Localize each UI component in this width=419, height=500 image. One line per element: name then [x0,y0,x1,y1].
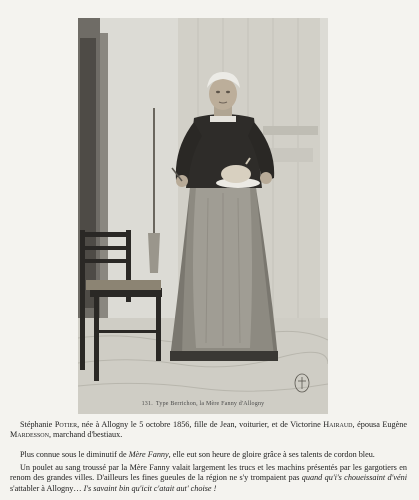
text-run: , elle eut son heure de gloire grâce à ses talents de cordon bleu. [168,450,375,459]
surname-hairaud: Hairaud [323,420,353,429]
surname-mardesson: Mardesson [10,430,49,440]
nickname-mere-fanny: Mère Fanny [128,450,169,459]
text-run: Un poulet au sang troussé par la Mère Fanny valait largement les trucs et les machins présentés par les gargotiers en renom des grandes villes. D'ailleurs les fines gueules de la région ne s'y trompaient pas [10,463,407,483]
text-run: Stéphanie [20,420,55,429]
text-run: , née à Allogny le 5 octobre 1856, fille de Jean, voiturier, et de Victorine [77,420,324,429]
paragraph-biography [10,420,407,441]
surname-potier: Potier [54,420,78,429]
text-run: , épousa Eugène [352,420,407,429]
text-run: Plus connue sous le diminutif de [20,450,129,459]
dialect-quote-closing: I's savaint bin qu'icit c'atait aut' choise ! [83,483,217,493]
text-run: , marchand d'bestiaux. [48,430,123,440]
paragraph-nickname [10,450,407,460]
paragraph-cooking [10,463,407,494]
woman-portrait-illustration [78,18,328,414]
text-run: s'attabler à Allogny… [10,483,84,493]
caption-number: 131. [141,401,153,407]
photo-caption [78,401,328,407]
dialect-quote: quand qu'i's choueissaint d'véni [301,473,407,483]
historic-postcard-photo [78,18,328,414]
caption-text: Type Berrichon, la Mère Fanny d'Allogny [155,401,265,407]
